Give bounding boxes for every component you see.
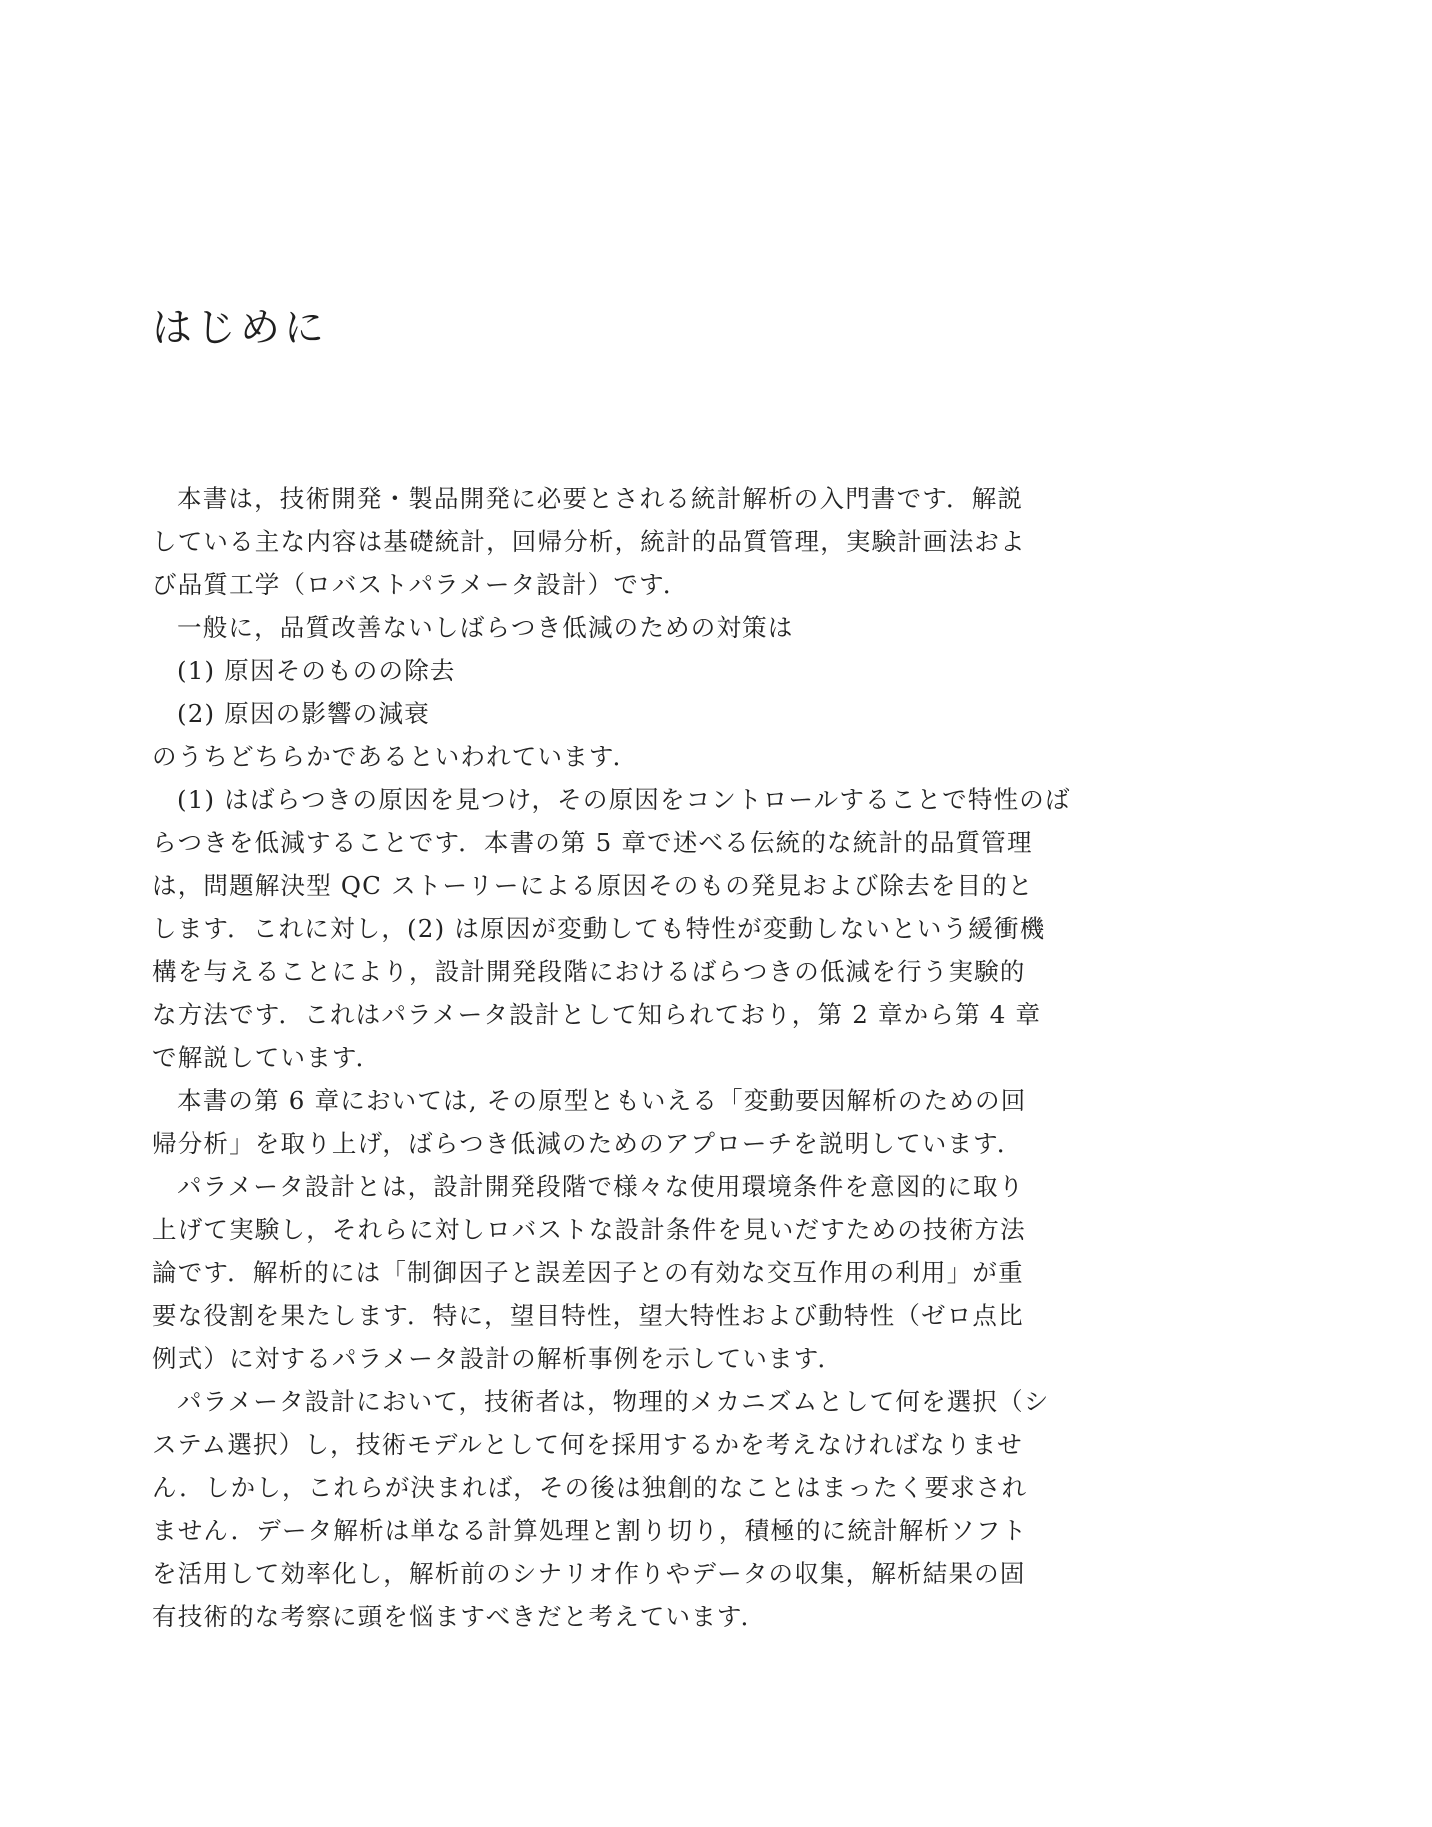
text-line: パラメータ設計とは，設計開発段階で様々な使用環境条件を意図的に取り xyxy=(177,1172,1025,1201)
text-line: び品質工学（ロバストパラメータ設計）です． xyxy=(152,570,689,599)
text-line: 構を与えることにより，設計開発段階におけるばらつきの低減を行う実験的 xyxy=(152,957,1026,986)
text-line: な方法です．これはパラメータ設計として知られており，第 2 章から第 4 章 xyxy=(152,1000,1042,1029)
text-line: します．これに対し，(2) は原因が変動しても特性が変動しないという緩衝機 xyxy=(152,914,1046,943)
text-line: 本書は，技術開発・製品開発に必要とされる統計解析の入門書です．解説 xyxy=(177,484,1024,513)
text-line: 本書の第 6 章においては, その原型ともいえる「変動要因解析のための回 xyxy=(177,1086,1027,1115)
text-line: 要な役割を果たします．特に，望目特性，望大特性および動特性（ゼロ点比 xyxy=(152,1301,1024,1330)
text-line: (1) はばらつきの原因を見つけ，その原因をコントロールすることで特性のば xyxy=(177,785,1071,814)
text-line: 有技術的な考察に頭を悩ますべきだと考えています． xyxy=(152,1602,767,1631)
text-line: を活用して効率化し，解析前のシナリオ作りやデータの収集，解析結果の固 xyxy=(152,1559,1026,1588)
text-line: ん．しかし，これらが決まれば，その後は独創的なことはまったく要求され xyxy=(152,1473,1028,1502)
text-line: している主な内容は基礎統計，回帰分析，統計的品質管理，実験計画法およ xyxy=(152,527,1026,556)
text-line: は，問題解決型 QC ストーリーによる原因そのもの発見および除去を目的と xyxy=(152,871,1034,900)
text-line: のうちどちらかであるといわれています． xyxy=(152,742,639,771)
text-line: 論です．解析的には「制御因子と誤差因子との有効な交互作用の利用」が重 xyxy=(152,1258,1024,1287)
text-line: (2) 原因の影響の減衰 xyxy=(177,699,430,728)
text-line: ません．データ解析は単なる計算処理と割り切り，積極的に統計解析ソフト xyxy=(152,1516,1028,1545)
text-line: パラメータ設計において，技術者は，物理的メカニズムとして何を選択（シ xyxy=(177,1387,1050,1416)
text-line: 帰分析」を取り上げ，ばらつき低減のためのアプローチを説明しています． xyxy=(152,1129,1023,1158)
page-title: はじめに xyxy=(152,305,328,351)
text-line: 一般に，品質改善ないしばらつき低減のための対策は xyxy=(177,613,794,642)
text-line: ステム選択）し，技術モデルとして何を採用するかを考えなければなりませ xyxy=(152,1430,1023,1459)
text-line: で解説しています． xyxy=(152,1043,382,1072)
text-line: 例式）に対するパラメータ設計の解析事例を示しています． xyxy=(152,1344,844,1373)
text-line: (1) 原因そのものの除去 xyxy=(177,656,456,685)
text-line: 上げて実験し，それらに対しロバストな設計条件を見いだすための技術方法 xyxy=(152,1215,1026,1244)
text-line: らつきを低減することです．本書の第 5 章で述べる伝統的な統計的品質管理 xyxy=(152,828,1033,857)
body-text xyxy=(152,477,1072,1638)
